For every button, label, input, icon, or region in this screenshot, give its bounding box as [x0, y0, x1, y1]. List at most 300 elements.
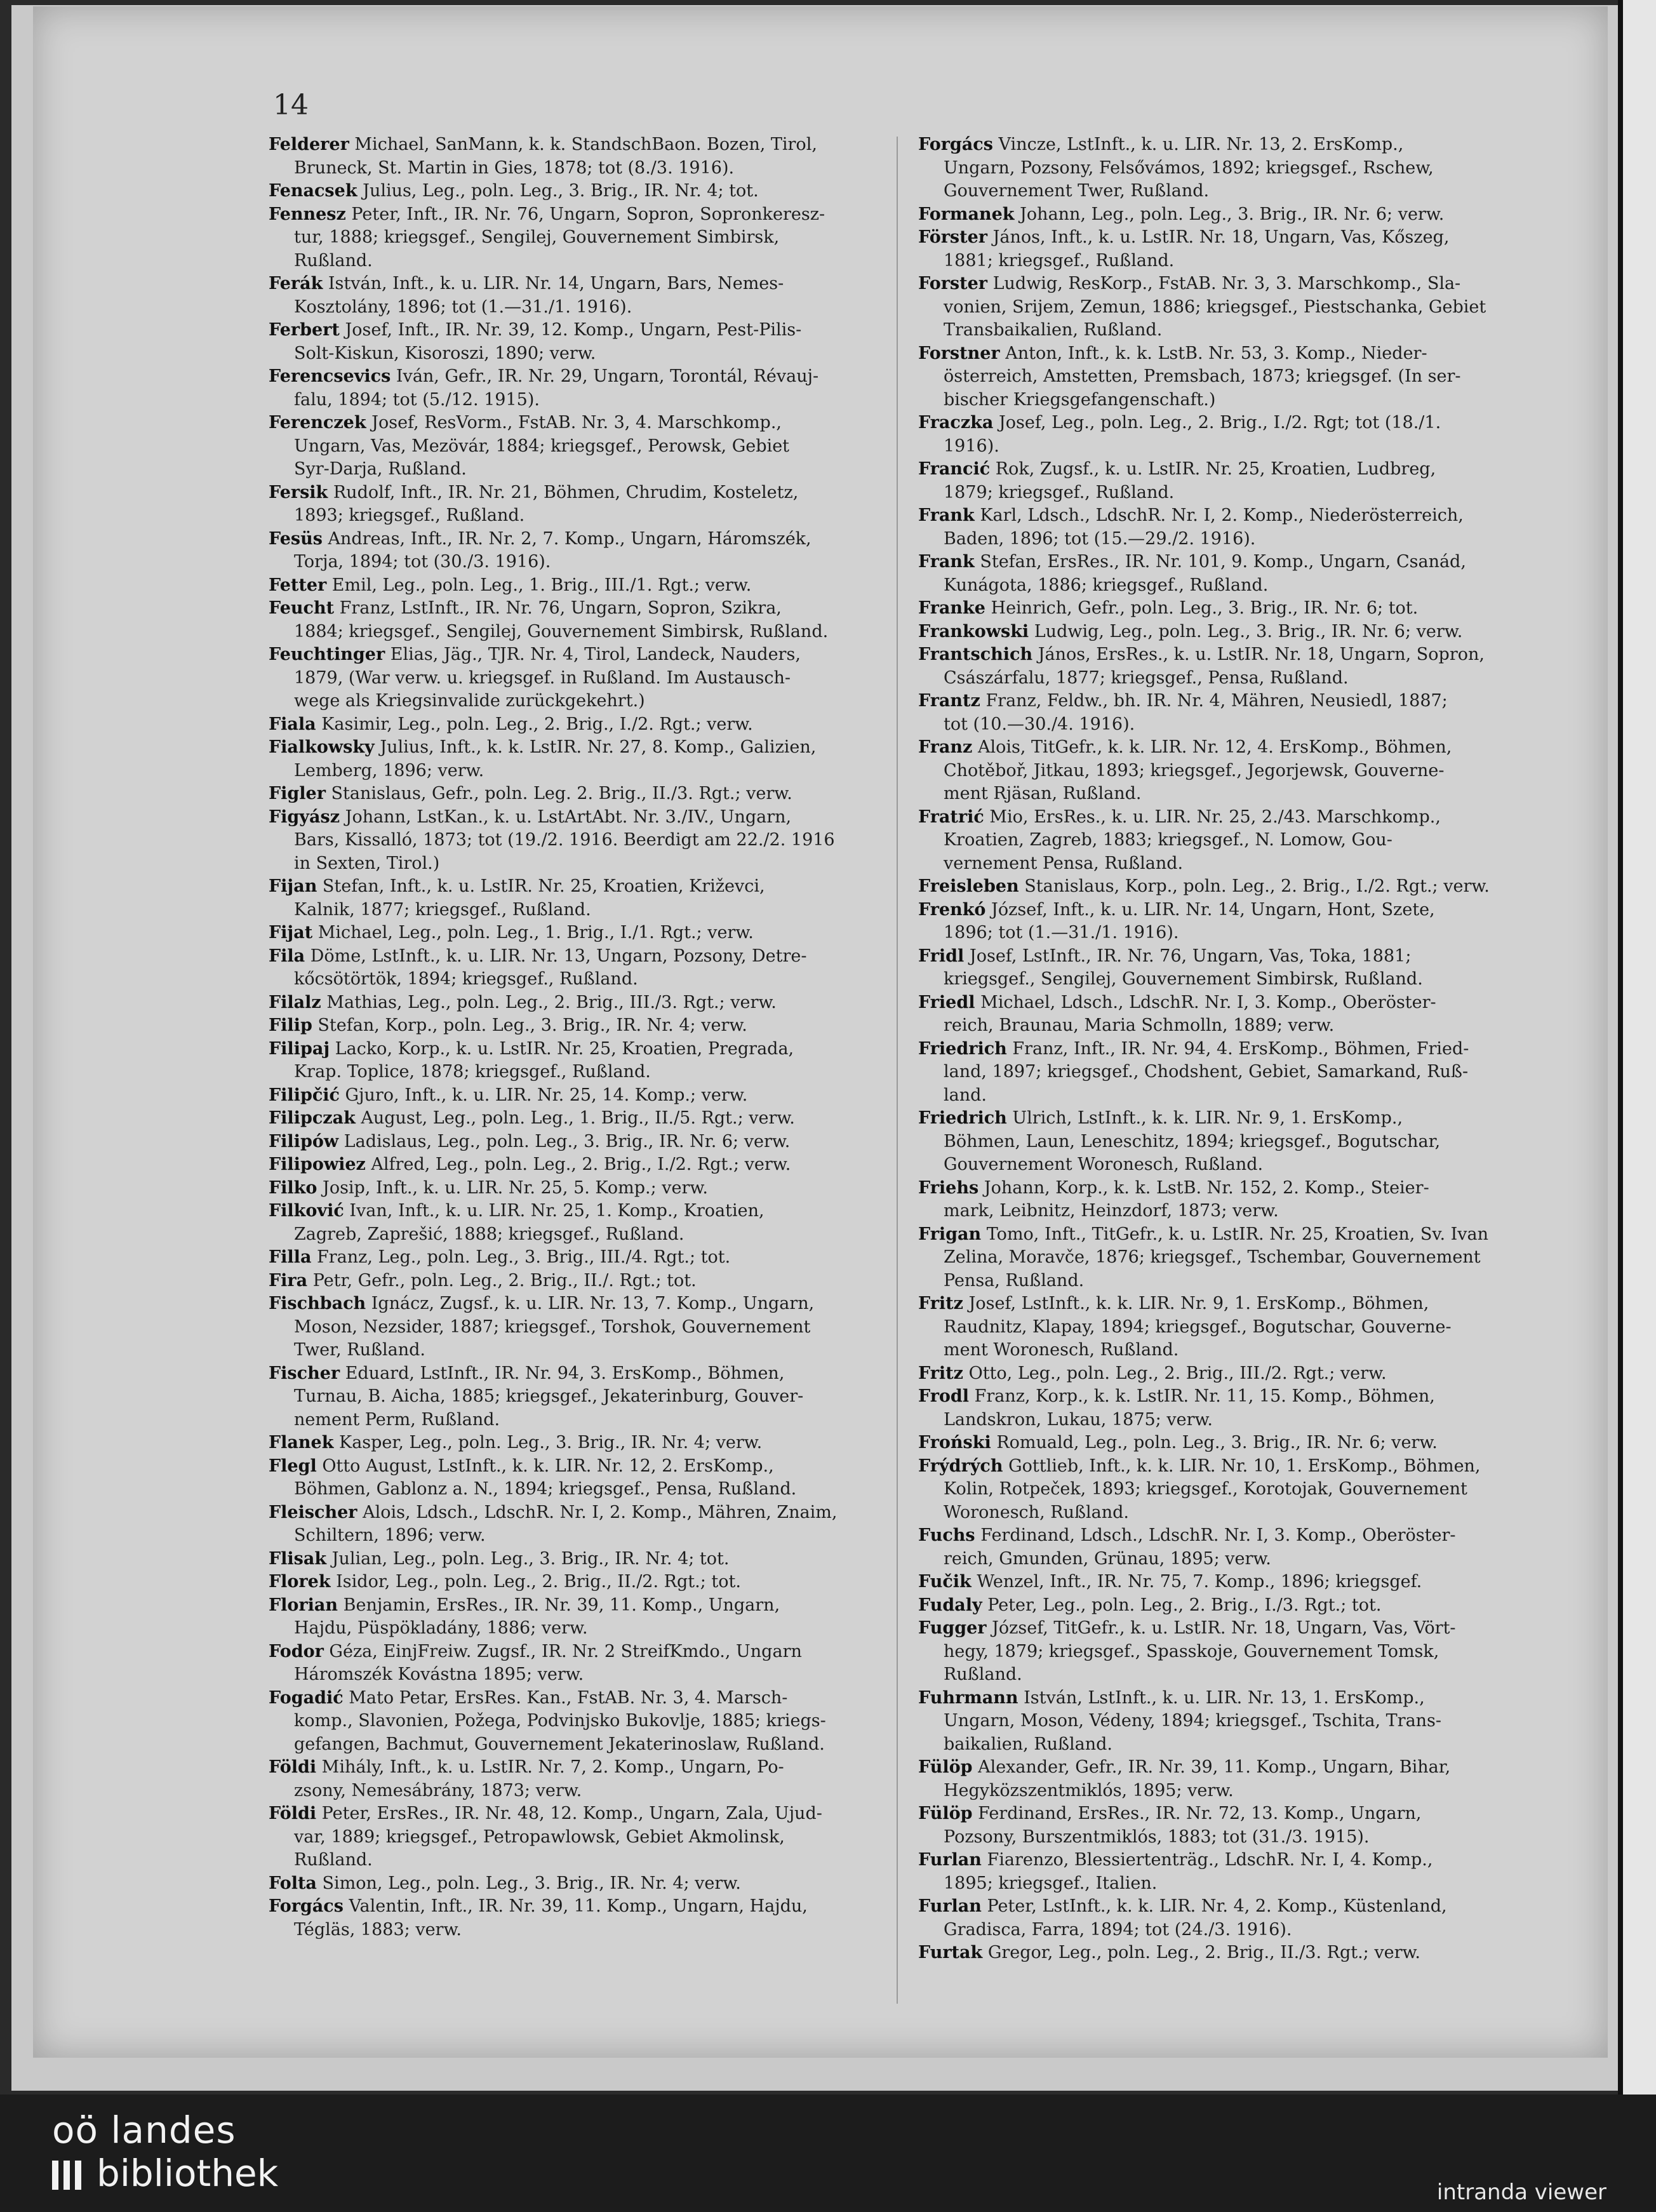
- entry-details: Julian, Leg., poln. Leg., 3. Brig., IR. Nr. 4; tot.: [326, 1548, 730, 1569]
- entry-surname: Furlan: [918, 1850, 982, 1870]
- entry-first-line: [269, 782, 878, 806]
- entry-first-line: [918, 1594, 1528, 1618]
- register-entry: [269, 1756, 878, 1802]
- entry-details: Stefan, Korp., poln. Leg., 3. Brig., IR. Nr. 4; verw.: [312, 1016, 747, 1035]
- entry-surname: Fudaly: [918, 1595, 982, 1615]
- entry-surname: Furlan: [918, 1896, 982, 1916]
- entry-first-line: [269, 1130, 878, 1154]
- entry-surname: Fülöp: [918, 1757, 973, 1777]
- entry-first-line: [269, 365, 878, 389]
- entry-surname: Fialkowsky: [269, 737, 375, 757]
- register-entry: [918, 620, 1528, 644]
- entry-first-line: [918, 203, 1528, 227]
- entry-continuation-line: 1879, (War verw. u. kriegsgef. in Rußland. Im Austausch-: [294, 667, 791, 688]
- entry-surname: Filipowiez: [269, 1155, 366, 1174]
- entry-first-line: [269, 1014, 878, 1038]
- entry-details: Michael, Leg., poln. Leg., 1. Brig., I./1. Rgt.; verw.: [312, 923, 754, 942]
- entry-first-line: [269, 922, 878, 945]
- entry-first-line: [269, 1107, 878, 1130]
- entry-continuation-line: Háromszék Kovástna 1895; verw.: [294, 1665, 584, 1684]
- entry-details: Heinrich, Gefr., poln. Leg., 3. Brig., IR. Nr. 6; tot.: [985, 598, 1419, 618]
- register-entry: [269, 1501, 878, 1548]
- register-entry: [269, 597, 878, 643]
- entry-continuation-line: Hegyközszentmiklós, 1895; verw.: [944, 1780, 1234, 1800]
- viewer-brand-label[interactable]: intranda viewer: [1436, 2180, 1606, 2205]
- entry-surname: Forster: [918, 274, 988, 293]
- register-entry: [269, 1455, 878, 1501]
- entry-details: Josef, Leg., poln. Leg., 2. Brig., I./2. Rgt; tot (18./1.: [993, 413, 1441, 432]
- entry-surname: Ferenczek: [269, 413, 366, 432]
- entry-continuation-line: österreich, Amstetten, Premsbach, 1873; kriegsgef. (In ser-: [944, 366, 1461, 386]
- entry-first-line: [918, 458, 1528, 481]
- entry-surname: Fodor: [269, 1641, 324, 1661]
- entry-first-line: [269, 180, 878, 203]
- entry-surname: Flisak: [269, 1548, 327, 1569]
- entry-details: Alois, Ldsch., LdschR. Nr. I, 2. Komp., Mähren, Znaim,: [357, 1502, 838, 1522]
- register-entry: [269, 713, 878, 737]
- register-entry: [269, 782, 878, 806]
- entry-continuation-line: tur, 1888; kriegsgef., Sengilej, Gouvernement Simbirsk,: [294, 227, 780, 247]
- entry-surname: Frigan: [918, 1224, 982, 1244]
- register-entry: [269, 1687, 878, 1757]
- entry-continuation-line: Ungarn, Pozsony, Felsővámos, 1892; kriegsgef., Rschew,: [944, 158, 1434, 178]
- entry-continuation-line: 1884; kriegsgef., Sengilej, Gouvernement Simbirsk, Rußland.: [294, 621, 829, 641]
- register-entry: [269, 1270, 878, 1293]
- entry-details: János, Inft., k. u. LstIR. Nr. 18, Ungarn, Vas, Kőszeg,: [987, 227, 1450, 247]
- entry-details: Otto, Leg., poln. Leg., 2. Brig., III./2. Rgt.; verw.: [963, 1363, 1387, 1383]
- register-entry: [918, 1292, 1528, 1362]
- entry-details: Ivan, Inft., k. u. LIR. Nr. 25, 1. Komp., Kroatien,: [344, 1201, 765, 1221]
- register-entry: [269, 806, 878, 876]
- entry-details: Johann, LstKan., k. u. LstArtAbt. Nr. 3./IV., Ungarn,: [340, 807, 792, 827]
- entry-surname: Fersik: [269, 482, 328, 502]
- entry-surname: Ferbert: [269, 320, 340, 340]
- entry-first-line: [918, 991, 1528, 1015]
- entry-continuation-line: 1916).: [944, 436, 999, 456]
- entry-continuation-line: Schiltern, 1896; verw.: [294, 1525, 486, 1545]
- register-entry: [918, 342, 1528, 412]
- entry-first-line: [918, 342, 1528, 366]
- library-logo-text: bibliothek: [97, 2152, 279, 2195]
- entry-surname: Fetter: [269, 575, 327, 595]
- entry-details: István, Inft., k. u. LIR. Nr. 14, Ungarn, Bars, Nemes-: [323, 274, 784, 293]
- entry-details: Michael, Ldsch., LdschR. Nr. I, 3. Komp., Oberöster-: [975, 992, 1436, 1012]
- entry-continuation-line: Kolin, Rotpeček, 1893; kriegsgef., Korotojak, Gouvernement: [944, 1479, 1467, 1499]
- entry-details: Franz, Korp., k. k. LstIR. Nr. 11, 15. Komp., Böhmen,: [969, 1386, 1435, 1406]
- register-entry: [918, 1571, 1528, 1594]
- register-entry: [269, 203, 878, 273]
- entry-surname: Filipčić: [269, 1085, 340, 1105]
- entry-first-line: [269, 1200, 878, 1223]
- register-entry: [918, 272, 1528, 342]
- entry-surname: Flegl: [269, 1456, 317, 1476]
- entry-details: Julius, Leg., poln. Leg., 3. Brig., IR. Nr. 4; tot.: [357, 181, 759, 201]
- entry-surname: Feucht: [269, 598, 335, 618]
- register-entry: [269, 1084, 878, 1108]
- entry-details: Valentin, Inft., IR. Nr. 39, 11. Komp., Ungarn, Hajdu,: [343, 1896, 808, 1916]
- entry-details: Josip, Inft., k. u. LIR. Nr. 25, 5. Komp.; verw.: [317, 1177, 708, 1198]
- entry-continuation-line: in Sexten, Tirol.): [294, 853, 440, 873]
- entry-first-line: [269, 1756, 878, 1780]
- entry-details: Stefan, ErsRes., IR. Nr. 101, 9. Komp., Ungarn, Csanád,: [974, 552, 1466, 572]
- entry-details: Josef, Inft., IR. Nr. 39, 12. Komp., Ungarn, Pest-Pilis-: [339, 320, 802, 340]
- logo-bars-icon: [52, 2161, 88, 2190]
- register-entry: [269, 1594, 878, 1640]
- entry-first-line: [269, 1246, 878, 1270]
- entry-first-line: [269, 1431, 878, 1455]
- entry-first-line: [269, 991, 878, 1015]
- register-entry: [918, 226, 1528, 272]
- register-entry: [918, 551, 1528, 597]
- entry-first-line: [918, 620, 1528, 644]
- register-entry: [269, 180, 878, 203]
- entry-surname: Fritz: [918, 1363, 963, 1383]
- entry-continuation-line: Böhmen, Gablonz a. N., 1894; kriegsgef., Pensa, Rußland.: [294, 1479, 797, 1499]
- entry-surname: Francić: [918, 459, 991, 479]
- entry-details: Alexander, Gefr., IR. Nr. 39, 11. Komp., Ungarn, Bihar,: [972, 1757, 1451, 1777]
- entry-surname: Furtak: [918, 1943, 983, 1962]
- entry-first-line: [918, 1524, 1528, 1548]
- entry-first-line: [918, 1571, 1528, 1594]
- entry-first-line: [918, 899, 1528, 922]
- entry-first-line: [269, 736, 878, 760]
- entry-continuation-line: Gouvernement Woronesch, Rußland.: [944, 1155, 1264, 1174]
- register-entry: [269, 319, 878, 365]
- entry-first-line: [269, 1548, 878, 1571]
- register-entry: [269, 1014, 878, 1038]
- entry-surname: Friedl: [918, 992, 975, 1012]
- register-entry: [918, 1802, 1528, 1849]
- register-entry: [269, 736, 878, 782]
- entry-details: Franz, LstInft., IR. Nr. 76, Ungarn, Sopron, Szikra,: [334, 598, 782, 618]
- register-entry: [269, 365, 878, 412]
- register-entry: [269, 1548, 878, 1571]
- entry-continuation-line: 1895; kriegsgef., Italien.: [944, 1873, 1158, 1893]
- entry-surname: Friedrich: [918, 1038, 1007, 1059]
- register-entry: [918, 412, 1528, 458]
- entry-first-line: [918, 1941, 1528, 1965]
- register-entry: [269, 1177, 878, 1200]
- entry-continuation-line: Hajdu, Püspökladány, 1886; verw.: [294, 1618, 588, 1638]
- entry-details: Julius, Inft., k. k. LstIR. Nr. 27, 8. Komp., Galizien,: [374, 737, 817, 757]
- entry-first-line: [269, 1177, 878, 1200]
- entry-continuation-line: Solt-Kiskun, Kisoroszi, 1890; verw.: [294, 343, 596, 363]
- entry-first-line: [918, 1362, 1528, 1386]
- entry-continuation-line: kőcsötörtök, 1894; kriegsgef., Rußland.: [294, 969, 638, 989]
- register-entry: [269, 1130, 878, 1154]
- entry-surname: Fraczka: [918, 413, 994, 432]
- entry-first-line: [918, 412, 1528, 435]
- entry-surname: Folta: [269, 1873, 317, 1893]
- entry-surname: Fenacsek: [269, 181, 357, 201]
- entry-surname: Fuchs: [918, 1525, 975, 1545]
- entry-details: Gjuro, Inft., k. u. LIR. Nr. 25, 14. Komp.; verw.: [339, 1085, 748, 1105]
- entry-details: József, Inft., k. u. LIR. Nr. 14, Ungarn, Hont, Szete,: [985, 899, 1435, 920]
- entry-surname: Figyász: [269, 807, 340, 827]
- entry-continuation-line: ment Woronesch, Rußland.: [944, 1340, 1179, 1360]
- entry-surname: Földi: [269, 1757, 317, 1777]
- entry-details: Vincze, LstInft., k. u. LIR. Nr. 13, 2. ErsKomp.,: [992, 135, 1404, 154]
- entry-details: István, LstInft., k. u. LIR. Nr. 13, 1. ErsKomp.,: [1018, 1687, 1425, 1708]
- entry-surname: Frank: [918, 552, 975, 572]
- entry-continuation-line: hegy, 1879; kriegsgef., Spasskoje, Gouvernement Tomsk,: [944, 1641, 1439, 1661]
- entry-details: August, Leg., poln. Leg., 1. Brig., II./5. Rgt.; verw.: [355, 1108, 795, 1128]
- entry-surname: Fischer: [269, 1363, 340, 1383]
- entry-first-line: [269, 1687, 878, 1710]
- entry-details: Rudolf, Inft., IR. Nr. 21, Böhmen, Chrudim, Kosteletz,: [328, 482, 799, 502]
- entry-first-line: [918, 551, 1528, 574]
- entry-continuation-line: var, 1889; kriegsgef., Petropawlowsk, Gebiet Akmolinsk,: [294, 1827, 785, 1847]
- entry-surname: Fleischer: [269, 1502, 357, 1522]
- register-entry: [269, 1153, 878, 1177]
- entry-continuation-line: wege als Kriegsinvalide zurückgekehrt.): [294, 691, 645, 711]
- register-entry: [918, 1941, 1528, 1965]
- entry-first-line: [269, 875, 878, 899]
- entry-first-line: [918, 1431, 1528, 1455]
- entry-continuation-line: mark, Leibnitz, Heinzdorf, 1873; verw.: [944, 1201, 1279, 1221]
- entry-surname: Feuchtinger: [269, 645, 385, 664]
- entry-details: Emil, Leg., poln. Leg., 1. Brig., III./1. Rgt.; verw.: [326, 575, 752, 595]
- register-entry: [918, 1431, 1528, 1455]
- entry-surname: Frankowski: [918, 621, 1029, 641]
- entry-details: Lacko, Korp., k. u. LstIR. Nr. 25, Kroatien, Pregrada,: [330, 1038, 794, 1059]
- register-entry: [269, 133, 878, 180]
- entry-surname: Filla: [269, 1247, 312, 1267]
- entry-first-line: [269, 643, 878, 667]
- entry-surname: Földi: [269, 1804, 317, 1823]
- entry-details: Rok, Zugsf., k. u. LstIR. Nr. 25, Kroatien, Ludbreg,: [990, 459, 1436, 479]
- entry-first-line: [269, 1802, 878, 1826]
- register-entry: [269, 1246, 878, 1270]
- entry-first-line: [918, 1038, 1528, 1061]
- register-entry: [269, 272, 878, 319]
- entry-details: Peter, Leg., poln. Leg., 2. Brig., I./3. Rgt.; tot.: [982, 1595, 1382, 1615]
- column-divider: [897, 137, 898, 2004]
- entry-continuation-line: Zagreb, Zaprešić, 1888; kriegsgef., Rußland.: [294, 1224, 684, 1244]
- register-entry: [918, 203, 1528, 227]
- entry-details: János, ErsRes., k. u. LstIR. Nr. 18, Ungarn, Sopron,: [1032, 645, 1485, 664]
- entry-details: Josef, LstInft., k. k. LIR. Nr. 9, 1. ErsKomp., Böhmen,: [963, 1294, 1429, 1313]
- entry-first-line: [269, 1501, 878, 1525]
- entry-first-line: [269, 412, 878, 435]
- entry-continuation-line: Woronesch, Rußland.: [944, 1502, 1129, 1522]
- entry-details: Franz, Inft., IR. Nr. 94, 4. ErsKomp., Böhmen, Fried-: [1006, 1038, 1469, 1059]
- entry-surname: Fijan: [269, 876, 317, 896]
- entry-details: Peter, LstInft., k. k. LIR. Nr. 4, 2. Komp., Küstenland,: [981, 1896, 1447, 1916]
- entry-details: Josef, LstInft., IR. Nr. 76, Ungarn, Vas, Toka, 1881;: [964, 946, 1412, 966]
- entry-surname: Frank: [918, 506, 975, 525]
- register-entry: [918, 899, 1528, 945]
- entry-continuation-line: nement Perm, Rußland.: [294, 1409, 500, 1430]
- entry-continuation-line: Pensa, Rußland.: [944, 1270, 1085, 1290]
- entry-first-line: [918, 736, 1528, 760]
- entry-surname: Fridl: [918, 946, 965, 966]
- entry-details: Ferdinand, Ldsch., LdschR. Nr. I, 3. Komp., Oberöster-: [975, 1525, 1456, 1545]
- entry-continuation-line: Baden, 1896; tot (15.—29./2. 1916).: [944, 528, 1256, 549]
- entry-details: Peter, Inft., IR. Nr. 76, Ungarn, Sopron, Sopronkeresz-: [345, 204, 825, 224]
- entry-details: Alois, TitGefr., k. k. LIR. Nr. 12, 4. ErsKomp., Böhmen,: [972, 737, 1452, 757]
- register-entry: [918, 458, 1528, 504]
- entry-continuation-line: Kunágota, 1886; kriegsgef., Rußland.: [944, 575, 1269, 595]
- entry-first-line: [269, 1895, 878, 1919]
- entry-first-line: [918, 1385, 1528, 1409]
- entry-continuation-line: komp., Slavonien, Požega, Podvinjsko Bukovlje, 1885; kriegs-: [294, 1711, 826, 1731]
- entry-surname: Fischbach: [269, 1294, 366, 1313]
- register-entry: [269, 1640, 878, 1687]
- entry-first-line: [918, 1687, 1528, 1710]
- entry-surname: Filipaj: [269, 1038, 330, 1059]
- entry-details: Stanislaus, Korp., poln. Leg., 2. Brig., I./2. Rgt.; verw.: [1018, 876, 1490, 896]
- entry-surname: Formanek: [918, 204, 1015, 224]
- entry-continuation-line: Chotěboř, Jitkau, 1893; kriegsgef., Jegorjewsk, Gouverne-: [944, 760, 1445, 781]
- register-entry: [269, 1895, 878, 1941]
- entry-first-line: [269, 1292, 878, 1316]
- register-entry: [918, 1687, 1528, 1757]
- entry-continuation-line: Bars, Kissalló, 1873; tot (19./2. 1916. Beerdigt am 22./2. 1916: [294, 830, 835, 850]
- entry-first-line: [269, 574, 878, 598]
- entry-continuation-line: tot (10.—30./4. 1916).: [944, 714, 1135, 734]
- entry-details: Kasper, Leg., poln. Leg., 3. Brig., IR. Nr. 4; verw.: [333, 1433, 763, 1452]
- register-entry: [918, 1177, 1528, 1223]
- register-entry: [269, 1802, 878, 1872]
- entry-details: Alfred, Leg., poln. Leg., 2. Brig., I./2. Rgt.; verw.: [365, 1155, 791, 1174]
- entry-continuation-line: falu, 1894; tot (5./12. 1915).: [294, 389, 540, 410]
- entry-first-line: [918, 806, 1528, 829]
- entry-continuation-line: gefangen, Bachmut, Gouvernement Jekaterinoslaw, Rußland.: [294, 1734, 825, 1754]
- entry-surname: Fuhrmann: [918, 1687, 1018, 1708]
- entry-surname: Filko: [269, 1177, 317, 1198]
- entry-details: Anton, Inft., k. k. LstB. Nr. 53, 3. Komp., Nieder-: [999, 343, 1427, 363]
- entry-continuation-line: bischer Kriegsgefangenschaft.): [944, 389, 1216, 410]
- entry-continuation-line: Syr-Darja, Rußland.: [294, 459, 467, 479]
- entry-details: Karl, Ldsch., LdschR. Nr. I, 2. Komp., Niederösterreich,: [974, 506, 1464, 525]
- entry-surname: Frantschich: [918, 645, 1033, 664]
- entry-continuation-line: reich, Gmunden, Grünau, 1895; verw.: [944, 1548, 1271, 1569]
- entry-continuation-line: ment Rjäsan, Rußland.: [944, 784, 1142, 803]
- entry-details: Kasimir, Leg., poln. Leg., 2. Brig., I./2. Rgt.; verw.: [316, 714, 753, 734]
- entry-continuation-line: 1881; kriegsgef., Rußland.: [944, 250, 1175, 271]
- right-column: [918, 133, 1528, 1965]
- entry-first-line: [918, 1292, 1528, 1316]
- entry-first-line: [269, 1362, 878, 1386]
- entry-details: Simon, Leg., poln. Leg., 3. Brig., IR. Nr. 4; verw.: [316, 1873, 741, 1893]
- entry-details: Ulrich, LstInft., k. k. LIR. Nr. 9, 1. ErsKomp.,: [1006, 1108, 1403, 1128]
- entry-surname: Figler: [269, 784, 326, 803]
- register-entry: [269, 991, 878, 1015]
- entry-surname: Frýdrých: [918, 1456, 1003, 1476]
- register-entry: [918, 945, 1528, 991]
- library-logo-line1[interactable]: oö landes: [52, 2108, 236, 2152]
- entry-first-line: [269, 1084, 878, 1108]
- register-entry: [918, 1594, 1528, 1618]
- entry-first-line: [918, 643, 1528, 667]
- entry-continuation-line: Zelina, Moravče, 1876; kriegsgef., Tschembar, Gouvernement: [944, 1247, 1481, 1267]
- register-entry: [918, 1038, 1528, 1108]
- entry-continuation-line: vonien, Srijem, Zemun, 1886; kriegsgef., Piestschanka, Gebiet: [944, 297, 1486, 317]
- entry-details: Ignácz, Zugsf., k. u. LIR. Nr. 13, 7. Komp., Ungarn,: [366, 1294, 815, 1313]
- entry-continuation-line: Rußland.: [294, 250, 373, 271]
- entry-first-line: [269, 319, 878, 342]
- entry-surname: Florek: [269, 1572, 331, 1592]
- entry-surname: Filković: [269, 1201, 344, 1221]
- register-entry: [918, 597, 1528, 620]
- entry-first-line: [269, 528, 878, 551]
- entry-surname: Fira: [269, 1270, 308, 1290]
- entry-first-line: [269, 1872, 878, 1896]
- entry-first-line: [269, 481, 878, 505]
- entry-details: Petr, Gefr., poln. Leg., 2. Brig., II./. Rgt.; tot.: [307, 1270, 697, 1290]
- entry-first-line: [269, 272, 878, 296]
- entry-first-line: [918, 1802, 1528, 1826]
- entry-continuation-line: vernement Pensa, Rußland.: [944, 853, 1184, 873]
- entry-surname: Florian: [269, 1595, 338, 1615]
- entry-first-line: [918, 1895, 1528, 1919]
- entry-continuation-line: Rußland.: [294, 1850, 373, 1870]
- register-entry: [918, 736, 1528, 806]
- entry-continuation-line: Gradisca, Farra, 1894; tot (24./3. 1916).: [944, 1919, 1292, 1940]
- entry-surname: Felderer: [269, 135, 349, 154]
- entry-details: Franz, Feldw., bh. IR. Nr. 4, Mähren, Neusiedl, 1887;: [980, 691, 1448, 711]
- entry-details: Stanislaus, Gefr., poln. Leg. 2. Brig., II./3. Rgt.; verw.: [325, 784, 792, 803]
- register-entry: [269, 643, 878, 713]
- entry-continuation-line: Landskron, Lukau, 1875; verw.: [944, 1409, 1213, 1430]
- entry-continuation-line: 1879; kriegsgef., Rußland.: [944, 482, 1175, 502]
- entry-first-line: [269, 1571, 878, 1594]
- entry-continuation-line: Krap. Toplice, 1878; kriegsgef., Rußland.: [294, 1062, 651, 1082]
- entry-surname: Fesüs: [269, 528, 323, 549]
- entry-surname: Fugger: [918, 1618, 987, 1638]
- entry-details: Stefan, Inft., k. u. LstIR. Nr. 25, Kroatien, Križevci,: [317, 876, 765, 896]
- left-column: [269, 133, 878, 1941]
- entry-details: Gottlieb, Inft., k. k. LIR. Nr. 10, 1. ErsKomp., Böhmen,: [1003, 1456, 1481, 1476]
- entry-first-line: [918, 875, 1528, 899]
- entry-surname: Franz: [918, 737, 973, 757]
- entry-details: Ladislaus, Leg., poln. Leg., 3. Brig., IR. Nr. 6; verw.: [338, 1131, 791, 1151]
- register-entry: [918, 1455, 1528, 1525]
- register-entry: [269, 412, 878, 481]
- entry-surname: Friedrich: [918, 1108, 1007, 1128]
- library-logo-line2[interactable]: [52, 2152, 278, 2195]
- entry-first-line: [918, 597, 1528, 620]
- entry-details: Mathias, Leg., poln. Leg., 2. Brig., III./3. Rgt.; verw.: [321, 992, 777, 1012]
- register-entry: [269, 1362, 878, 1432]
- entry-surname: Filalz: [269, 992, 321, 1012]
- register-entry: [918, 1617, 1528, 1687]
- entry-details: József, TitGefr., k. u. LstIR. Nr. 18, Ungarn, Vas, Vört-: [986, 1618, 1456, 1638]
- register-entry: [269, 1200, 878, 1246]
- entry-details: Johann, Leg., poln. Leg., 3. Brig., IR. Nr. 6; verw.: [1014, 204, 1445, 224]
- register-entry: [918, 1362, 1528, 1386]
- entry-surname: Frodl: [918, 1386, 970, 1406]
- register-entry: [918, 1756, 1528, 1802]
- entry-surname: Filipczak: [269, 1108, 356, 1128]
- entry-first-line: [918, 226, 1528, 250]
- entry-continuation-line: Rußland.: [944, 1665, 1022, 1684]
- entry-continuation-line: Raudnitz, Klapay, 1894; kriegsgef., Bogutschar, Gouverne-: [944, 1317, 1452, 1337]
- entry-continuation-line: reich, Braunau, Maria Schmolln, 1889; verw.: [944, 1016, 1335, 1035]
- entry-surname: Forgács: [918, 135, 993, 154]
- entry-continuation-line: Császárfalu, 1877; kriegsgef., Pensa, Rußland.: [944, 667, 1349, 688]
- entry-continuation-line: Bruneck, St. Martin in Gies, 1878; tot (8./3. 1916).: [294, 158, 735, 178]
- register-entry: [918, 1223, 1528, 1293]
- entry-first-line: [918, 1107, 1528, 1130]
- entry-surname: Filipów: [269, 1131, 339, 1151]
- entry-details: Géza, EinjFreiw. Zugsf., IR. Nr. 2 StreifKmdo., Ungarn: [323, 1641, 802, 1661]
- entry-surname: Förster: [918, 227, 988, 247]
- entry-first-line: [269, 597, 878, 620]
- entry-details: Johann, Korp., k. k. LstB. Nr. 152, 2. Komp., Steier-: [978, 1177, 1429, 1198]
- entry-first-line: [918, 1223, 1528, 1247]
